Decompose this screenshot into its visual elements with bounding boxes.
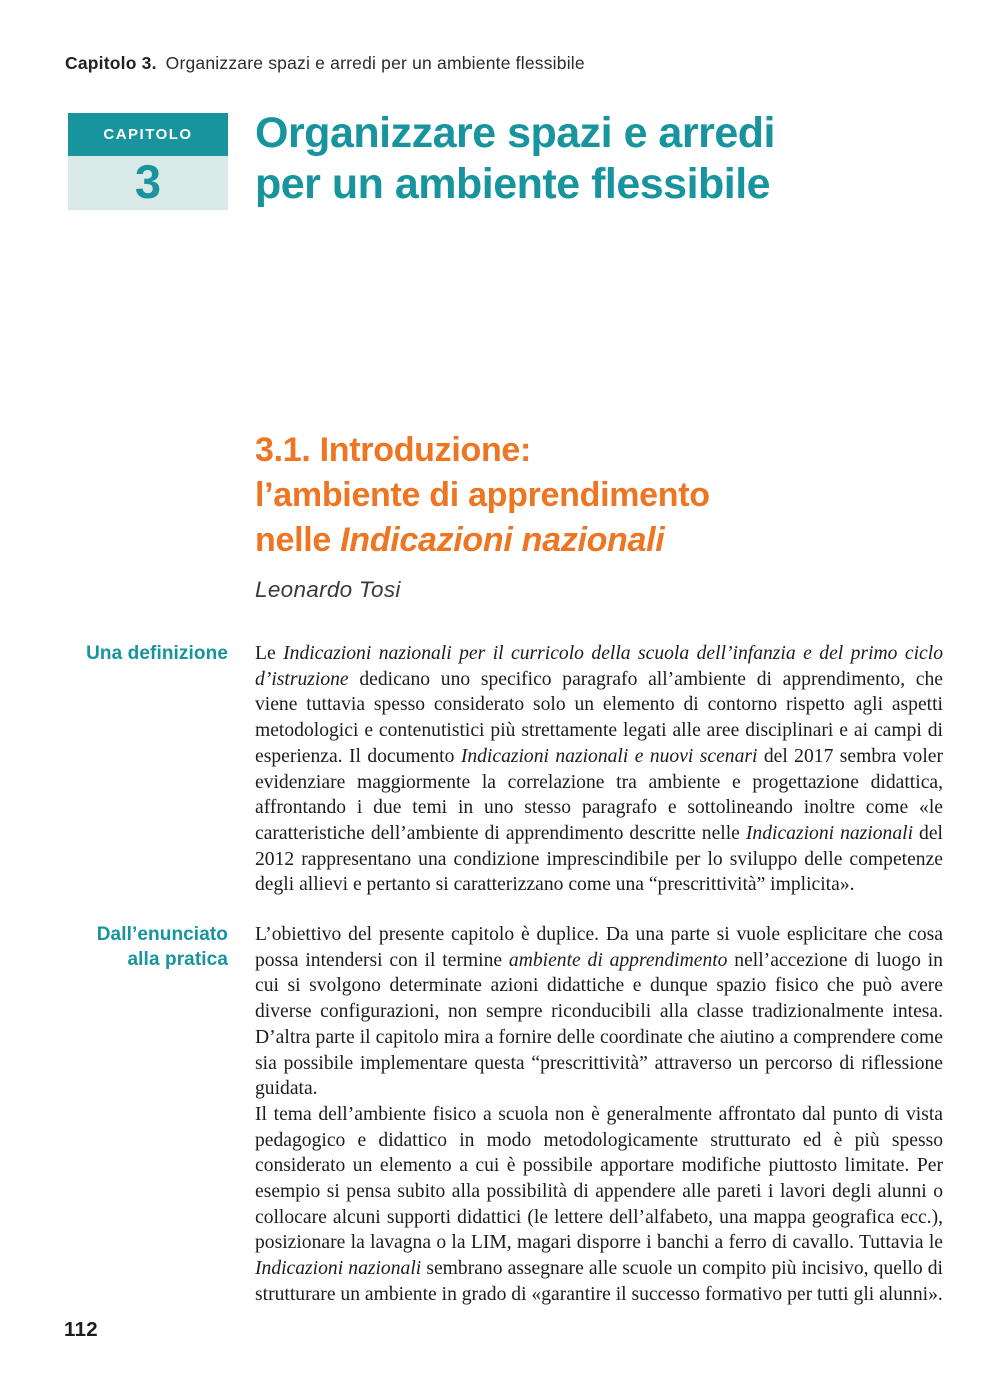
margin-label-line: Dall’enunciato	[96, 924, 228, 945]
text-segment: Introduzione:	[310, 431, 532, 469]
text-segment: Indicazioni nazionali	[255, 1258, 422, 1280]
text-segment: ambiente di apprendimento	[508, 949, 728, 971]
text-segment: L’obiettivo del presente capitolo è duplice. Da una parte si vuole esplicitare che cosa possa intendersi con il termine	[255, 924, 943, 971]
chapter-badge-number: 3	[134, 154, 162, 208]
chapter-badge	[68, 113, 228, 210]
margin-label-line: Una definizione	[86, 643, 228, 664]
text-segment: nell’accezione di luogo in cui si svolgono determinate azioni didattiche e dunque spazio fisico che può avere diverse configurazioni, non sempre riconducibili alla classe tradizionalmente intesa. D’altra parte il capitolo mira a fornire delle coordinate che aiutino a comprendere come sia possibile implementare questa “prescrittività” attraverso un percorso di riflessione guidata.	[255, 949, 943, 1100]
text-segment: Le	[255, 643, 284, 664]
chapter-title	[255, 108, 775, 210]
running-header-chapter-title: Organizzare spazi e arredi per un ambiente flessibile	[165, 53, 585, 73]
body-paragraph	[255, 1102, 943, 1308]
text-segment: nelle	[255, 521, 341, 559]
author-name: Leonardo Tosi	[255, 577, 401, 602]
text-segment: Indicazioni nazionali e nuovi scenari	[460, 745, 758, 767]
chapter-badge-label: CAPITOLO	[103, 126, 193, 143]
margin-label	[65, 922, 228, 972]
section-heading	[255, 428, 710, 563]
text-segment: Indicazioni nazionali	[745, 822, 914, 844]
text-segment: del 2012 rappresentano una condizione imprescindibile per lo sviluppo delle competenze degli allievi e pertanto si caratterizzano come una “prescrittività” implicita».	[255, 822, 943, 896]
text-segment: sembrano assegnare alle scuole un compito più incisivo, quello di strutturare un ambiente in grado di «garantire il successo formativo per tutti gli alunni».	[255, 1258, 943, 1305]
running-header-chapter-label: Capitolo 3.	[65, 53, 157, 73]
text-segment: 3.1.	[255, 431, 311, 469]
margin-label-line: alla pratica	[127, 949, 228, 970]
content-block	[65, 922, 943, 1308]
text-segment: Indicazioni nazionali per il curricolo della scuola dell’infanzia e del primo ciclo d’istruzione	[255, 643, 943, 690]
body-paragraph	[255, 641, 943, 898]
paragraph-group	[255, 641, 943, 898]
page-number: 112	[64, 1318, 98, 1341]
text-segment: dedicano uno specifico paragrafo all’ambiente di apprendimento, che viene tuttavia spesso considerato solo un elemento di contorno rispetto agli aspetti metodologici e contenutistici più strettamente legati alle aree disciplinari e ai campi di esperienza. Il documento	[255, 668, 943, 767]
chapter-badge-header	[68, 113, 228, 156]
running-header	[65, 53, 585, 74]
content-block	[65, 641, 943, 898]
chapter-title-line-2: per un ambiente flessibile	[255, 160, 771, 208]
text-segment: Il tema dell’ambiente fisico a scuola non è generalmente affrontato dal punto di vista pedagogico e didattico in modo metodologicamente strutturato ed è più spesso considerato un elemento a cui è possibile apportare modifiche piuttosto limitate. Per esempio si pensa subito alla possibilità di appendere alle pareti i lavori degli alunni o collocare alcuni supporti didattici (le lettere dell’alfabeto, una mappa geografica ecc.), posizionare la lavagna o la LIM, magari disporre i banchi a ferro di cavallo. Tuttavia le	[255, 1103, 943, 1254]
text-segment: l’ambiente di apprendimento	[255, 476, 710, 514]
chapter-title-line-1: Organizzare spazi e arredi	[255, 109, 775, 157]
margin-label	[65, 641, 228, 666]
chapter-badge-number-box	[68, 156, 228, 210]
section-heading-line-1	[255, 428, 710, 473]
section-heading-line-3	[255, 518, 710, 563]
body-paragraph	[255, 922, 943, 1102]
text-segment: Indicazioni nazionali	[340, 521, 665, 559]
section-heading-line-2	[255, 473, 710, 518]
text-segment: del 2017 sembra voler evidenziare maggiormente la correlazione tra ambiente e progettazione didattica, affrontando i due temi in uno stesso paragrafo e sottolineando inoltre come «le caratteristiche dell’ambiente di apprendimento descritte nelle	[255, 745, 944, 844]
paragraph-group	[255, 922, 943, 1308]
